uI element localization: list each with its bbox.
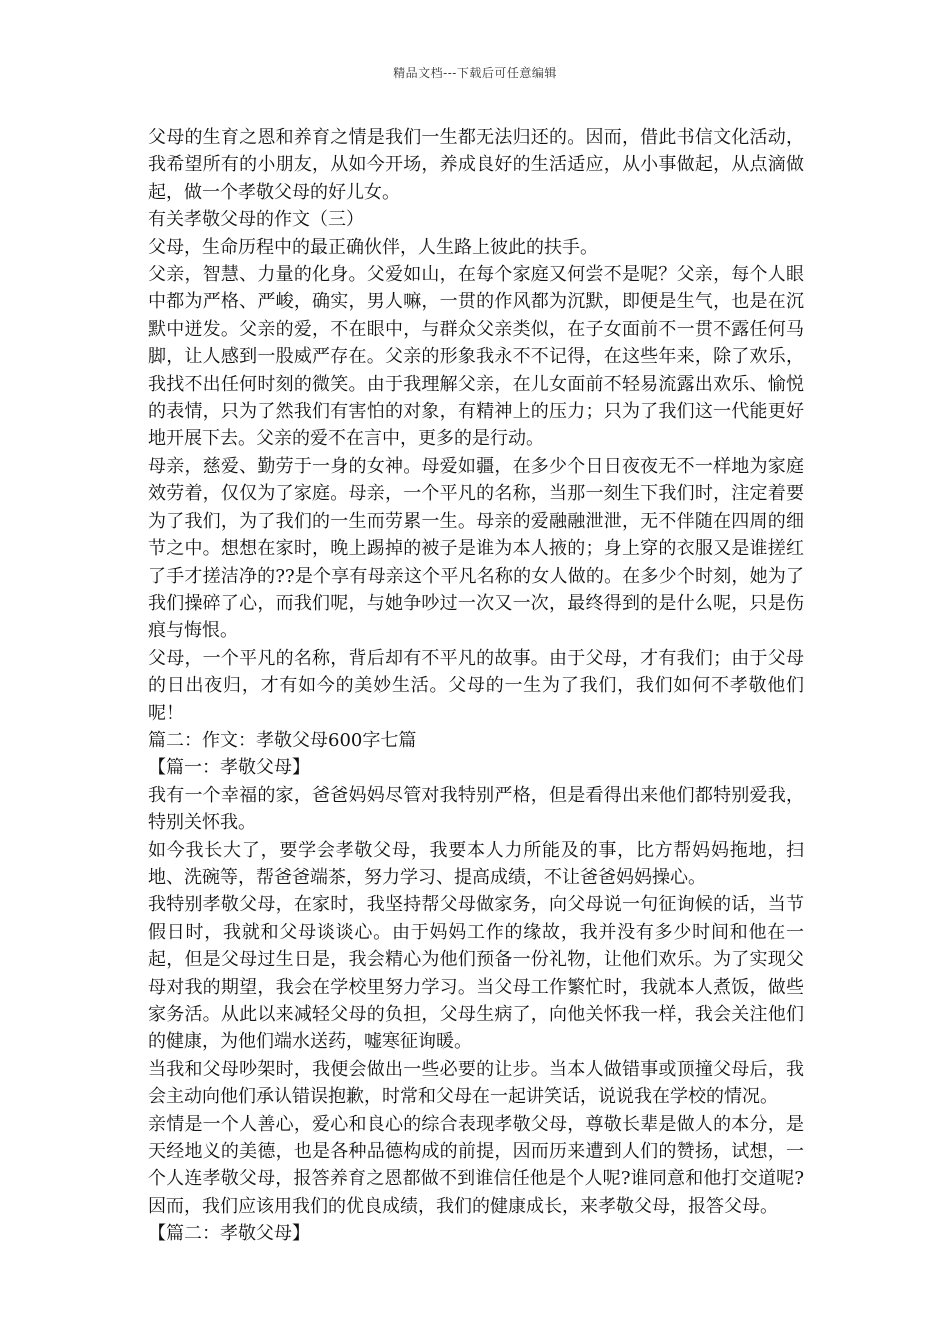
paragraph: 母亲，慈爱、勤劳于一身的女神。母爱如疆，在多少个日日夜夜无不一样地为家庭效劳着，仅仅为了家庭。母亲，一个平凡的名称，当那一刻生下我们时，注定着要为了我们，为了我们的一生而劳累一生。母亲的爱融融泄泄，无不伴随在四周的细节之中。想想在家时，晚上踢掉的被子是谁为本人掖的；身上穿的衣服又是谁搓红了手才搓洁净的??是个享有母亲这个平凡名称的女人做的。在多少个时刻，她为了我们操碎了心，而我们呢，与她争吵过一次又一次，最终得到的是什么呢，只是伤痕与悔恨。 [148, 455, 804, 642]
section-heading: 有关孝敬父母的作文（三） [148, 209, 364, 231]
paragraph: 父亲，智慧、力量的化身。父爱如山，在每个家庭又何尝不是呢？父亲，每个人眼中都为严格、严峻，确实，男人嘛，一贯的作风都为沉默，即便是生气，也是在沉默中迸发。父亲的爱，不在眼中，与群众父亲类似，在子女面前不一贯不露任何马脚，让人感到一股威严存在。父亲的形象我永不不记得，在这些年来，除了欢乐，我找不出任何时刻的微笑。由于我理解父亲，在儿女面前不轻易流露出欢乐、愉悦的表情，只为了然我们有害怕的对象，有精神上的压力；只为了我们这一代能更好地开展下去。父亲的爱不在言中，更多的是行动。 [148, 264, 804, 450]
section-heading: 篇二：作文：孝敬父母600字七篇 [148, 729, 417, 751]
page-header: 精品文档---下载后可任意编辑 [393, 66, 557, 80]
subsection-heading: 【篇二：孝敬父母】 [148, 1223, 310, 1245]
paragraph: 亲情是一个人善心，爱心和良心的综合表现孝敬父母，尊敬长辈是做人的本分，是天经地义的美德，也是各种品德构成的前提，因而历来遭到人们的赞扬，试想，一个人连孝敬父母，报答养育之恩都做不到谁信任他是个人呢?谁同意和他打交道呢?因而，我们应该用我们的优良成绩，我们的健康成长，来孝敬父母，报答父母。 [148, 1113, 804, 1217]
paragraph: 父母的生育之恩和养育之情是我们一生都无法归还的。因而，借此书信文化活动，我希望所有的小朋友，从如今开场，养成良好的生活适应，从小事做起，从点滴做起，做一个孝敬父母的好儿女。 [148, 127, 804, 203]
paragraph: 父母，一个平凡的名称，背后却有不平凡的故事。由于父母，才有我们；由于父母的日出夜归，才有如今的美妙生活。父母的一生为了我们，我们如何不孝敬他们呢！ [148, 647, 804, 724]
paragraph: 我特别孝敬父母，在家时，我坚持帮父母做家务，向父母说一句征询候的话，当节假日时，我就和父母谈谈心。由于妈妈工作的缘故，我并没有多少时间和他在一起，但是父母过生日是，我会精心为他们预备一份礼物，让他们欢乐。为了实现父母对我的期望，我会在学校里努力学习。当父母工作繁忙时，我就本人煮饭，做些家务活。从此以来减轻父母的负担，父母生病了，向他关怀我一样，我会关注他们的健康，为他们端水送药，嘘寒征询暖。 [148, 894, 804, 1053]
paragraph: 当我和父母吵架时，我便会做出一些必要的让步。当本人做错事或顶撞父母后，我会主动向他们承认错误抱歉，时常和父母在一起讲笑话，说说我在学校的情况。 [148, 1058, 804, 1108]
paragraph: 我有一个幸福的家，爸爸妈妈尽管对我特别严格，但是看得出来他们都特别爱我，特别关怀我。 [148, 784, 804, 834]
subsection-heading: 【篇一：孝敬父母】 [148, 757, 310, 779]
document-body [148, 124, 804, 1248]
paragraph: 如今我长大了，要学会孝敬父母，我要本人力所能及的事，比方帮妈妈拖地，扫地、洗碗等，帮爸爸端茶，努力学习、提高成绩，不让爸爸妈妈操心。 [148, 839, 804, 888]
paragraph: 父母，生命历程中的最正确伙伴，人生路上彼此的扶手。 [148, 236, 598, 258]
